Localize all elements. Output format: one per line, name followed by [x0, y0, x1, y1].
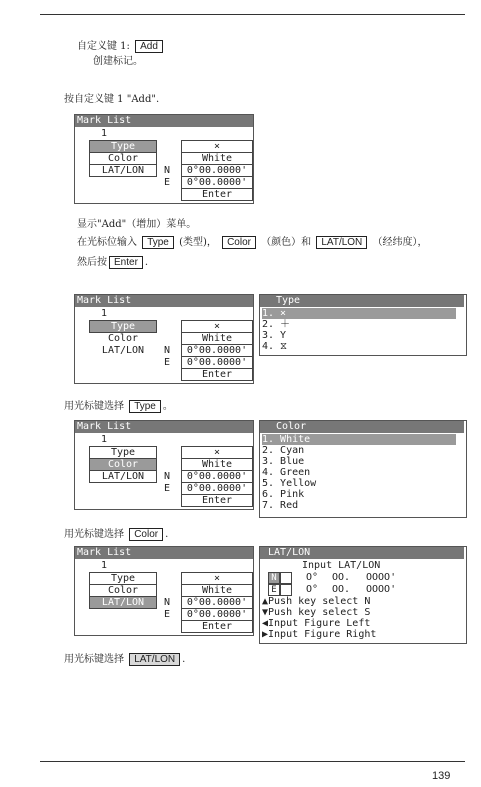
color-key: Color: [222, 236, 256, 249]
help-left: ◀Input Figure Left: [262, 618, 371, 629]
enter-field: Enter: [181, 368, 253, 381]
type-field: Type: [89, 446, 157, 459]
e-label: E: [164, 483, 171, 494]
para1-line3: 然后按 Enter .: [77, 257, 149, 268]
color-key: Color: [129, 528, 163, 541]
latlon-field: LAT/LON: [89, 470, 157, 483]
mark-list-screen-1: [74, 114, 254, 204]
color-option-2: 2. Cyan: [262, 445, 305, 456]
n-value: 0°00.0000': [181, 596, 253, 609]
step1-text: 按自定义键 1 "Add".: [64, 94, 160, 105]
latlon-key: LAT/LON: [316, 236, 367, 249]
n-degrees: O°: [306, 572, 319, 583]
type-option-3: 3. Y: [262, 330, 287, 341]
type-key: Type: [142, 236, 174, 249]
caption-latlon: 用光标键选择 LAT/LON .: [64, 654, 186, 665]
latlon-key: LAT/LON: [129, 653, 180, 666]
mark-value: ×: [181, 140, 253, 153]
latlon-field: LAT/LON: [89, 596, 157, 609]
e-value: 0°00.0000': [181, 608, 253, 621]
intro-key-label: 自定义键 1:: [77, 41, 130, 52]
type-key: Type: [129, 400, 161, 413]
color-option-6: 6. Pink: [262, 489, 305, 500]
n-value: 0°00.0000': [181, 164, 253, 177]
color-value: White: [181, 458, 253, 471]
type-field: Type: [89, 320, 157, 333]
mark-list-screen-3: [74, 420, 254, 510]
intro-line: [77, 40, 165, 53]
type-field: Type: [89, 572, 157, 585]
caption-color: 用光标键选择 Color .: [64, 529, 169, 540]
e-label: E: [164, 357, 171, 368]
enter-key: Enter: [109, 256, 143, 269]
color-option-5: 5. Yellow: [262, 478, 317, 489]
e-seconds: OOOO': [366, 584, 397, 595]
enter-field: Enter: [181, 188, 253, 201]
mark-list-title: Mark List: [75, 547, 253, 559]
type-panel: [259, 294, 467, 356]
color-field: Color: [107, 333, 139, 344]
color-field: Color: [89, 584, 157, 597]
type-option-2: 2. ＋: [262, 319, 291, 330]
enter-field: Enter: [181, 494, 253, 507]
color-option-3: 3. Blue: [262, 456, 305, 467]
color-value: White: [181, 584, 253, 597]
mark-index: 1: [101, 308, 108, 319]
mark-list-title: Mark List: [75, 115, 253, 127]
help-right: ▶Input Figure Right: [262, 629, 377, 640]
caption-type: 用光标键选择 Type 。: [64, 401, 173, 412]
mark-list-title: Mark List: [75, 421, 253, 433]
mark-index: 1: [101, 560, 108, 571]
intro-desc: 创建标记。: [93, 56, 143, 67]
e-degrees: O°: [306, 584, 319, 595]
color-panel-title: Color: [260, 421, 464, 433]
mark-list-screen-4: [74, 546, 254, 636]
n-value: 0°00.0000': [181, 344, 253, 357]
e-label: E: [164, 177, 171, 188]
page-number: 139: [432, 770, 451, 782]
e-minutes: OO.: [332, 584, 351, 595]
color-field: Color: [89, 458, 157, 471]
type-field: Type: [89, 140, 157, 153]
color-value: White: [181, 152, 253, 165]
enter-field: Enter: [181, 620, 253, 633]
latlon-field: LAT/LON: [89, 164, 157, 177]
n-seconds: OOOO': [366, 572, 397, 583]
latlon-header: Input LAT/LON: [302, 560, 381, 571]
e-selector: E: [268, 584, 280, 596]
help-north: ▲Push key select N: [262, 596, 371, 607]
n-label: N: [164, 345, 171, 356]
color-option-4: 4. Green: [262, 467, 311, 478]
n-label: N: [164, 165, 171, 176]
latlon-panel: [259, 546, 467, 644]
latlon-panel-title: LAT/LON: [260, 547, 464, 559]
mark-index: 1: [101, 128, 108, 139]
n-blank: [280, 572, 292, 584]
para1-line1: 显示"Add"（增加）菜单。: [77, 219, 197, 230]
color-option-7: 7. Red: [262, 500, 299, 511]
n-minutes: OO.: [332, 572, 351, 583]
mark-value: ×: [181, 320, 253, 333]
mark-value: ×: [181, 572, 253, 585]
n-value: 0°00.0000': [181, 470, 253, 483]
e-value: 0°00.0000': [181, 482, 253, 495]
type-option-1: 1. ×: [262, 308, 456, 319]
color-field: Color: [89, 152, 157, 165]
e-blank: [280, 584, 292, 596]
e-label: E: [164, 609, 171, 620]
e-value: 0°00.0000': [181, 356, 253, 369]
type-option-4: 4. ⧖: [262, 341, 288, 352]
top-rule: [40, 14, 465, 15]
color-value: White: [181, 332, 253, 345]
color-panel: [259, 420, 467, 518]
color-option-1: 1. White: [262, 434, 456, 445]
n-label: N: [164, 597, 171, 608]
mark-list-screen-2: [74, 294, 254, 384]
n-label: N: [164, 471, 171, 482]
type-panel-title: Type: [260, 295, 464, 307]
mark-index: 1: [101, 434, 108, 445]
mark-list-title: Mark List: [75, 295, 253, 307]
bottom-rule: [40, 761, 465, 762]
add-key: Add: [135, 40, 163, 53]
para1-line2: 在光标位输入 Type (类型)， Color （颜色）和 LAT/LON （经纬度），: [77, 237, 428, 248]
e-value: 0°00.0000': [181, 176, 253, 189]
latlon-field: LAT/LON: [101, 345, 145, 356]
help-south: ▼Push key select S: [262, 607, 371, 618]
n-selector: N: [268, 572, 280, 584]
mark-value: ×: [181, 446, 253, 459]
